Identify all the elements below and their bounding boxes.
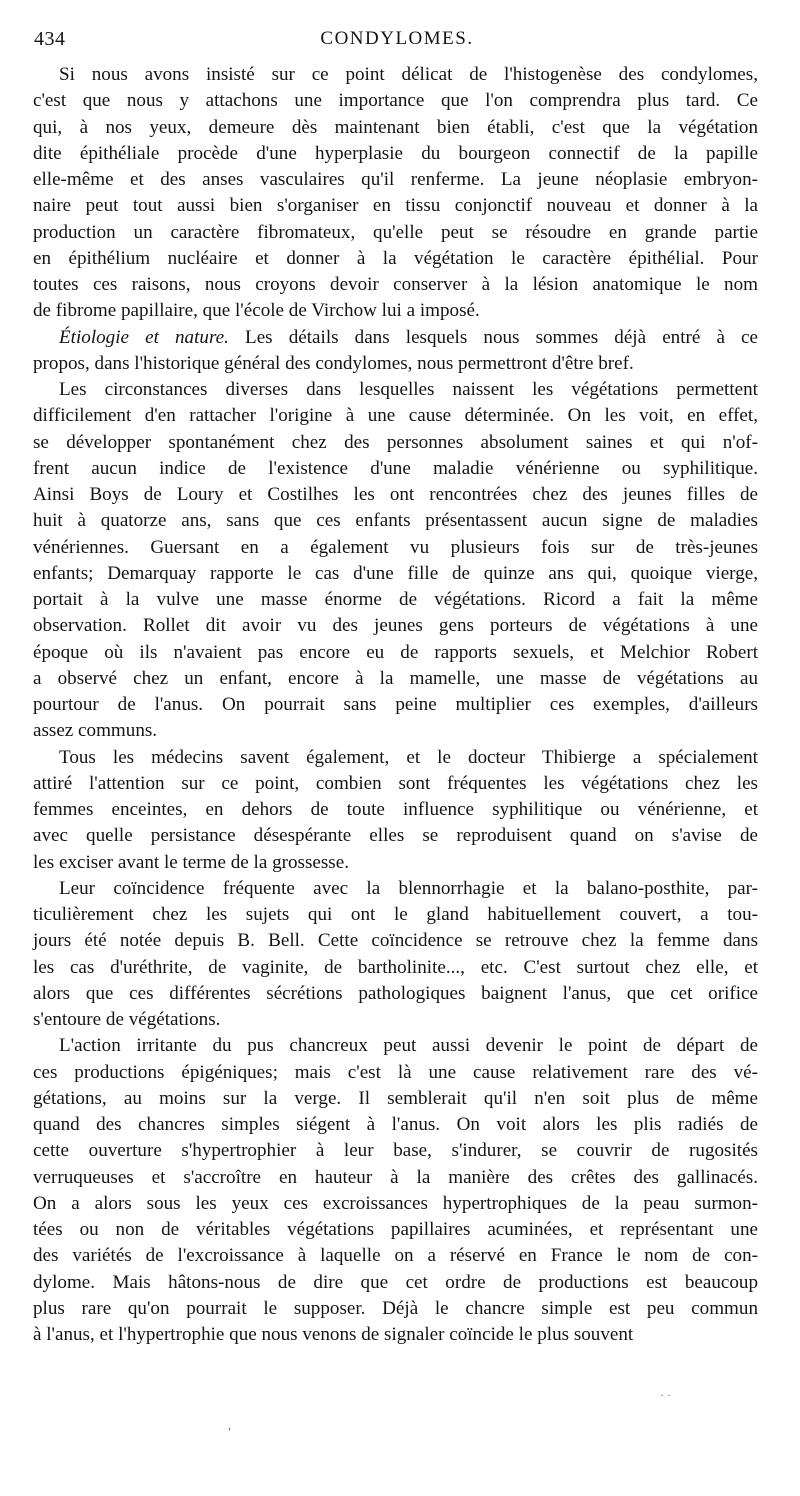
- text-line: s'entoure de végétations.: [33, 1009, 221, 1030]
- text-line: frent aucun indice de l'existence d'une maladie vénérienne ou syphilitique.: [33, 457, 758, 479]
- text-line: verruqueuses et s'accroître en hauteur à la manière des crêtes des gallinacés.: [33, 1166, 758, 1188]
- paragraph: [33, 377, 758, 745]
- text-line: portait à la vulve une masse énorme de végétations. Ricord a fait la même: [33, 589, 758, 610]
- text-line: à l'anus, et l'hypertrophie que nous venons de signaler coïncide le plus souvent: [33, 1324, 634, 1345]
- section-heading: Étiologie et nature.: [59, 326, 229, 348]
- text-line: c'est que nous y attachons une importance que l'on comprendra plus tard. Ce: [33, 90, 758, 112]
- text-line: quand des chancres simples siégent à l'anus. On voit alors les plis radiés de: [33, 1114, 758, 1135]
- text-line: ces productions épigéniques; mais c'est là une cause relativement rare des vé-: [33, 1061, 758, 1083]
- text-line: époque où ils n'avaient pas encore eu de rapports sexuels, et Melchior Robert: [33, 641, 758, 663]
- text-line: [33, 325, 758, 351]
- body-text: [33, 62, 758, 1348]
- text-line: de fibrome papillaire, que l'école de Virchow lui a imposé.: [33, 300, 480, 322]
- text-line: huit à quatorze ans, sans que ces enfants présentassent aucun signe de maladies: [33, 510, 758, 532]
- text-line: Les circonstances diverses dans lesquelles naissent les végétations permettent: [59, 379, 758, 400]
- page-number: 434: [34, 28, 66, 50]
- text-line: gétations, au moins sur la verge. Il semblerait qu'il n'en soit plus de même: [33, 1087, 758, 1109]
- text-line: attiré l'attention sur ce point, combien sont fréquentes les végétations chez les: [33, 772, 758, 794]
- heading-continuation: Les détails dans lesquels nous sommes déjà entré à ce: [228, 326, 758, 348]
- paragraph: [33, 876, 758, 1034]
- text-line: toutes ces raisons, nous croyons devoir conserver à la lésion anatomique le nom: [33, 274, 758, 295]
- text-line: production un caractère fibromateux, qu'elle peut se résoudre en grande partie: [33, 221, 758, 243]
- paragraph: [33, 1033, 758, 1348]
- text-line: dylome. Mais hâtons-nous de dire que cet ordre de productions est beaucoup: [33, 1271, 758, 1293]
- text-line: plus rare qu'on pourrait le supposer. Déjà le chancre simple est peu commun: [33, 1297, 758, 1319]
- text-line: enfants; Demarquay rapporte le cas d'une fille de quinze ans qui, quoique vierge,: [33, 562, 758, 584]
- text-line: Ainsi Boys de Loury et Costilhes les ont rencontrées chez des jeunes filles de: [33, 484, 758, 505]
- text-line: femmes enceintes, en dehors de toute influence syphilitique ou vénérienne, et: [33, 799, 758, 820]
- text-line: Leur coïncidence fréquente avec la blennorrhagie et la balano-posthite, par-: [59, 877, 758, 899]
- text-line: se développer spontanément chez des personnes absolument saines et qui n'of-: [33, 431, 758, 453]
- text-line: assez communs.: [33, 720, 158, 742]
- text-line: propos, dans l'historique général des condylomes, nous permettront d'être bref.: [33, 352, 634, 374]
- text-line: elle-même et des anses vasculaires qu'il renferme. La jeune néoplasie embryon-: [33, 169, 758, 190]
- text-line: jours été notée depuis B. Bell. Cette coïncidence se retrouve chez la femme dans: [33, 930, 758, 952]
- print-speck: ,: [228, 1418, 231, 1432]
- text-line: difficilement d'en rattacher l'origine à une cause déterminée. On les voit, en effet,: [33, 405, 758, 427]
- text-line: tées ou non de véritables végétations papillaires acuminées, et représentant une: [33, 1219, 758, 1240]
- text-line: vénériennes. Guersant en a également vu plusieurs fois sur de très-jeunes: [33, 536, 758, 558]
- text-line: dite épithéliale procède d'une hyperplasie du bourgeon connectif de la papille: [33, 142, 758, 164]
- paragraph: [33, 325, 758, 378]
- paragraph: [33, 745, 758, 876]
- text-line: pourtour de l'anus. On pourrait sans peine multiplier ces exemples, d'ailleurs: [33, 694, 758, 715]
- text-line: L'action irritante du pus chancreux peut aussi devenir le point de départ de: [59, 1035, 758, 1057]
- text-line: Si nous avons insisté sur ce point délicat de l'histogenèse des condylomes,: [59, 64, 758, 85]
- text-line: cette ouverture s'hypertrophier à leur base, s'indurer, se couvrir de rugosités: [33, 1140, 758, 1162]
- text-line: alors que ces différentes sécrétions pathologiques baignent l'anus, que cet orifice: [33, 982, 758, 1004]
- text-line: naire peut tout aussi bien s'organiser en tissu conjonctif nouveau et donner à la: [33, 195, 758, 217]
- text-line: a observé chez un enfant, encore à la mamelle, une masse de végétations au: [33, 667, 758, 689]
- text-line: les exciser avant le terme de la grossesse.: [33, 851, 349, 873]
- page-header: [34, 28, 760, 54]
- text-line: les cas d'uréthrite, de vaginite, de bartholinite..., etc. C'est surtout chez elle, et: [33, 956, 758, 978]
- text-line: ticulièrement chez les sujets qui ont le gland habituellement couvert, a tou-: [33, 904, 758, 925]
- text-line: des variétés de l'excroissance à laquelle on a réservé en France le nom de con-: [33, 1245, 758, 1267]
- text-line: Tous les médecins savent également, et le docteur Thibierge a spécialement: [59, 746, 758, 768]
- text-line: observation. Rollet dit avoir vu des jeunes gens porteurs de végétations à une: [33, 615, 758, 637]
- paragraph: [33, 62, 758, 325]
- text-line: avec quelle persistance désespérante elles se reproduisent quand on s'avise de: [33, 825, 758, 847]
- print-speck: · ·: [660, 1388, 671, 1402]
- running-title: CONDYLOMES.: [320, 28, 474, 49]
- text-line: en épithélium nucléaire et donner à la végétation le caractère épithélial. Pour: [33, 247, 758, 269]
- text-line: On a alors sous les yeux ces excroissances hypertrophiques de la peau surmon-: [33, 1192, 758, 1214]
- text-line: qui, à nos yeux, demeure dès maintenant bien établi, c'est que la végétation: [33, 116, 758, 138]
